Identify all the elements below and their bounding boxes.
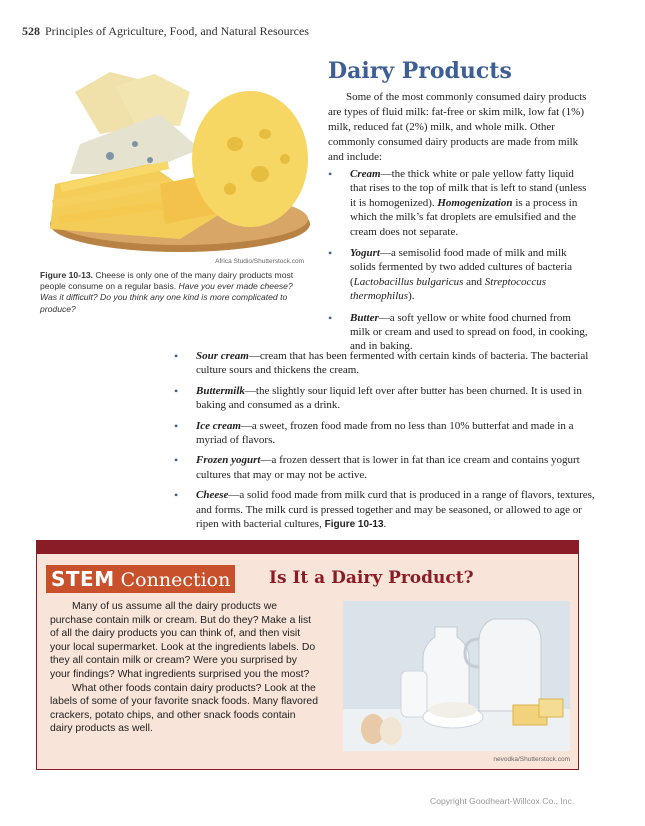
dairy-photo-credit: nevodka/Shutterstock.com [493,756,570,763]
cheese-photo-credit: Africa Studio/Shutterstock.com [215,258,304,265]
section-title: Dairy Products [328,58,512,84]
stem-title: Is It a Dairy Product? [269,568,474,588]
stem-body [50,600,319,736]
term-cheese: Cheese [196,489,229,502]
running-head [22,24,309,39]
list-item-butter [328,311,590,354]
term-frozen-yogurt: Frozen yogurt [196,454,261,467]
term-ice-cream: Ice cream [196,419,241,432]
list-item-yogurt [328,246,590,304]
stem-paragraph-2: What other foods contain dairy products? Look at the labels of some of your favorite snack foods. Many flavored crackers, potato chips, and other snack foods contain dairy products as well. [50,682,318,735]
term-yogurt: Yogurt [350,247,380,260]
def-yogurt: —a semisolid food made of milk and milk solids fermented by two added cultures of bacteria ( [350,247,573,288]
bacteria-name-1: Lactobacillus bulgaricus [353,275,464,288]
stem-paragraph-1: Many of us assume all the dairy products we purchase contain milk or cream. But do they? Make a list of all the dairy products you can think of, and then visit your local supermarket. Look at the ingredients labels. Do they all contain milk or cream? Were you surprised by your findings? What ingredients surprised you the most? [50,601,316,680]
yogurt-and: and [463,275,485,288]
def-sour-cream: —cream that has been fermented with certain kinds of bacteria. The bacterial culture sours and thickens the cream. [196,350,589,377]
list-item-buttermilk [174,384,599,413]
figure-reference: Figure 10-13 [324,519,384,531]
def-cheese: —a solid food made from milk curd that is produced in a range of flavors, textures, and forms. The milk curd is pressed together and may be seasoned, or allowed to age or ripen with bacterial cultures, [196,489,595,531]
term-buttermilk: Buttermilk [196,384,245,397]
figure-questions: Have you ever made cheese? Was it difficult? Do you think any one kind is more complicated to produce? [40,281,293,314]
def-ice-cream: —a sweet, frozen food made from no less than 10% butterfat and made in a myriad of flavors. [196,419,574,447]
section-intro: Some of the most commonly consumed dairy products are types of fluid milk: fat-free or skim milk, low fat (1%) milk, reduced fat (2%) milk, and whole milk. Other commonly consumed dairy products are made from milk and include: [328,91,587,163]
cheese-end: . [383,518,387,531]
cheese-photo [40,64,310,256]
list-item-sour-cream [174,349,599,378]
figure-label: Figure 10-13. [40,270,94,280]
list-item-frozen-yogurt [174,453,599,482]
term-homogenization: Homogenization [437,196,513,209]
def-butter: —a soft yellow or white food churned from milk or cream and used to spread on food, in cooking, and in baking. [350,311,588,353]
stem-badge-stem: STEM [51,567,115,591]
term-cream: Cream [350,168,381,180]
def-frozen-yogurt: —a frozen dessert that is lower in fat than ice cream and contains yogurt cultures that may or may not be active. [196,454,580,481]
bacteria-name-2: Streptococcus thermophilus [350,275,547,303]
stem-connection-box [36,540,579,770]
figure-caption [40,270,308,315]
list-item-cheese [174,488,599,532]
term-butter: Butter [350,311,379,324]
figure-caption-text: Cheese is only one of the many dairy products most people consume on a regular basis. [40,270,294,292]
yogurt-end: ). [408,290,415,303]
dairy-list-lower [174,349,599,538]
def-cream: —the thick white or pale yellow fatty liquid that rises to the top of milk that is left to stand (unless it is homogenized). [350,168,587,209]
list-item-cream [328,167,590,239]
dairy-products-photo [343,601,570,751]
term-sour-cream: Sour cream [196,350,249,362]
page-number: 528 [22,24,40,38]
list-item-ice-cream [174,419,599,448]
book-title: Principles of Agriculture, Food, and Natural Resources [45,24,309,38]
def-homogenization: is a process in which the milk’s fat droplets are emulsified and the cream does not separate. [350,196,578,238]
dairy-list-upper [328,167,590,361]
stem-badge-connection: Connection [120,569,231,591]
stem-badge [46,565,235,593]
stem-top-bar [37,541,578,554]
copyright: Copyright Goodheart-Willcox Co., Inc. [430,796,575,806]
def-buttermilk: —the slightly sour liquid left over after butter has been churned. It is used in baking and consumed as a drink. [196,384,582,412]
